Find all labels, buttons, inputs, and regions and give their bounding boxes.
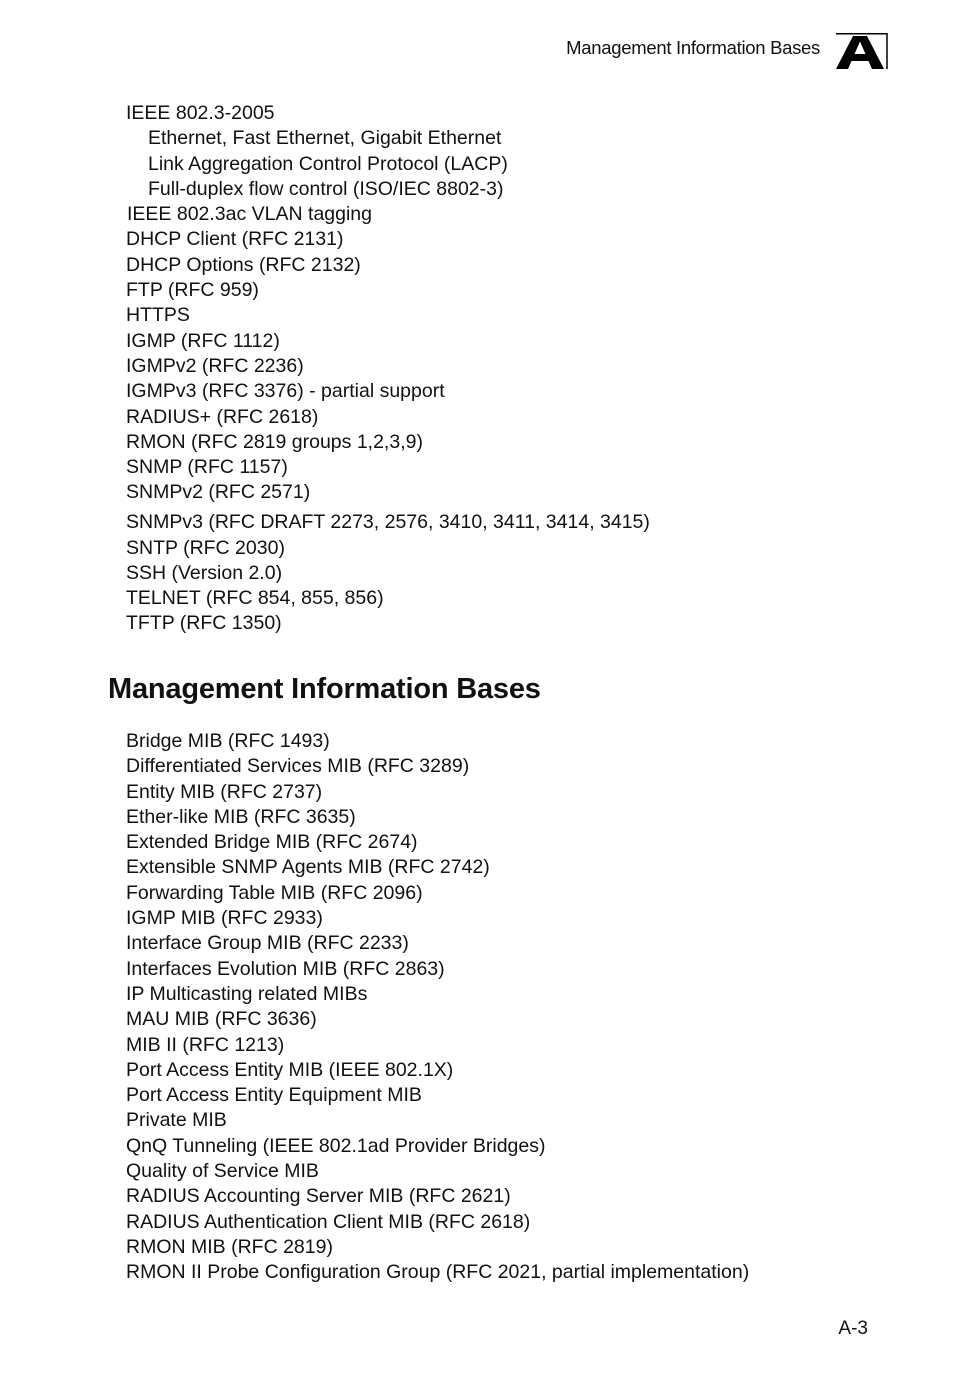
standard-item: IGMP (RFC 1112) — [126, 329, 280, 352]
mib-item: RMON MIB (RFC 2819) — [126, 1235, 333, 1258]
standard-item: IEEE 802.3-2005 — [126, 102, 275, 124]
standard-item: DHCP Options (RFC 2132) — [126, 253, 361, 276]
mib-item: Bridge MIB (RFC 1493) — [126, 730, 330, 752]
standard-item: SSH (Version 2.0) — [126, 561, 283, 584]
mib-item: RADIUS Authentication Client MIB (RFC 2618) — [126, 1210, 531, 1233]
mib-item: RADIUS Accounting Server MIB (RFC 2621) — [126, 1185, 511, 1208]
standard-item: SNTP (RFC 2030) — [126, 536, 285, 559]
mib-item: Interface Group MIB (RFC 2233) — [126, 932, 409, 955]
mib-item: Forwarding Table MIB (RFC 2096) — [126, 881, 423, 904]
running-header-title: Management Information Bases — [566, 37, 820, 58]
mib-item: QnQ Tunneling (IEEE 802.1ad Provider Bridges) — [126, 1134, 546, 1157]
appendix-tab-graphic — [836, 33, 888, 69]
appendix-tab — [836, 33, 888, 69]
mib-list — [126, 729, 749, 1286]
mib-item: Ether-like MIB (RFC 3635) — [126, 805, 356, 828]
mib-item: Entity MIB (RFC 2737) — [126, 780, 323, 803]
standard-item: IGMPv3 (RFC 3376) - partial support — [126, 380, 445, 403]
standard-item: SNMPv2 (RFC 2571) — [126, 481, 311, 504]
mib-item: MAU MIB (RFC 3636) — [126, 1008, 317, 1031]
mib-item: Interfaces Evolution MIB (RFC 2863) — [126, 957, 445, 980]
standard-item: SNMP (RFC 1157) — [126, 456, 288, 479]
section-heading: Management Information Bases — [108, 673, 541, 705]
mib-item: Port Access Entity MIB (IEEE 802.1X) — [126, 1058, 454, 1081]
mib-item: Private MIB — [126, 1109, 227, 1132]
mib-item: Extended Bridge MIB (RFC 2674) — [126, 831, 418, 854]
standards-list — [126, 101, 650, 637]
standard-subitem: Ethernet, Fast Ethernet, Gigabit Ethernet — [148, 127, 502, 150]
mib-item: Differentiated Services MIB (RFC 3289) — [126, 755, 470, 778]
standard-item: RMON (RFC 2819 groups 1,2,3,9) — [126, 430, 423, 453]
standard-item: HTTPS — [126, 304, 190, 327]
standard-item: TFTP (RFC 1350) — [126, 612, 282, 635]
mib-item: IP Multicasting related MIBs — [126, 982, 368, 1005]
standard-item: RADIUS+ (RFC 2618) — [126, 405, 319, 428]
mib-item: Port Access Entity Equipment MIB — [126, 1084, 422, 1107]
standard-item: IEEE 802.3ac VLAN tagging — [127, 203, 372, 226]
mib-item: Extensible SNMP Agents MIB (RFC 2742) — [126, 856, 490, 879]
standard-item: SNMPv3 (RFC DRAFT 2273, 2576, 3410, 3411, 3414, 3415) — [126, 511, 650, 534]
standard-item: DHCP Client (RFC 2131) — [126, 228, 344, 251]
standard-item: IGMPv2 (RFC 2236) — [126, 354, 304, 377]
mib-item: IGMP MIB (RFC 2933) — [126, 907, 323, 930]
standard-subitem: Link Aggregation Control Protocol (LACP) — [148, 152, 508, 175]
standard-subitem: Full-duplex flow control (ISO/IEC 8802-3) — [148, 177, 504, 200]
mib-item: MIB II (RFC 1213) — [126, 1033, 285, 1056]
standard-item: FTP (RFC 959) — [126, 279, 259, 302]
standard-item: TELNET (RFC 854, 855, 856) — [126, 587, 384, 610]
page-number: A-3 — [838, 1318, 868, 1339]
mib-item: RMON II Probe Configuration Group (RFC 2021, partial implementation) — [126, 1261, 750, 1284]
mib-item: Quality of Service MIB — [126, 1160, 319, 1183]
